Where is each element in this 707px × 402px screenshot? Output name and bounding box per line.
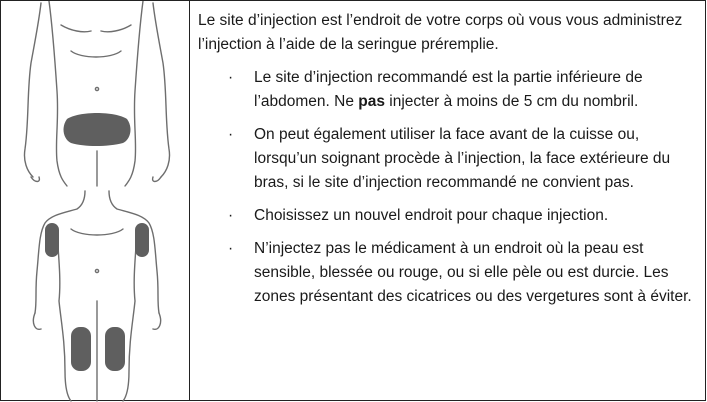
body-arms-thighs-figure	[33, 191, 160, 401]
illustration-cell	[1, 1, 190, 400]
left-arm-injection-zone	[45, 223, 59, 257]
bullet-marker: ·	[228, 69, 234, 86]
text-cell	[190, 1, 705, 400]
list-item: · Choisissez un nouvel endroit pour chaque injection.	[198, 204, 695, 228]
emphasis-text: pas	[358, 93, 385, 110]
right-thigh-injection-zone	[105, 327, 125, 371]
list-item: · On peut également utiliser la face avant de la cuisse ou, lorsqu’un soignant procède à l’injection, la face extérieure du bras, si le site d’injection recommandé ne convient pas.	[198, 123, 695, 195]
bullet-marker: ·	[228, 207, 234, 224]
body-abdomen-figure	[24, 1, 169, 186]
abdomen-injection-zone	[64, 113, 131, 146]
left-thigh-injection-zone	[71, 327, 91, 371]
list-item: · N’injectez pas le médicament à un endroit où la peau est sensible, blessée ou rouge, ou si elle pèle ou est durcie. Les zones présentant des cicatrices ou des vergetures sont à éviter.	[198, 237, 695, 309]
intro-paragraph: Le site d’injection est l’endroit de votre corps où vous vous administrez l’injection à l’aide de la seringue préremplie.	[198, 12, 683, 53]
injection-sites-illustration	[1, 1, 190, 402]
bullet-marker: ·	[228, 126, 234, 143]
bullet-list	[198, 66, 695, 309]
bullet-marker: ·	[228, 240, 234, 257]
right-arm-injection-zone	[135, 223, 149, 257]
list-item: · Le site d’injection recommandé est la partie inférieure de l’abdomen. Ne pas injecter à moins de 5 cm du nombril.	[198, 66, 695, 114]
